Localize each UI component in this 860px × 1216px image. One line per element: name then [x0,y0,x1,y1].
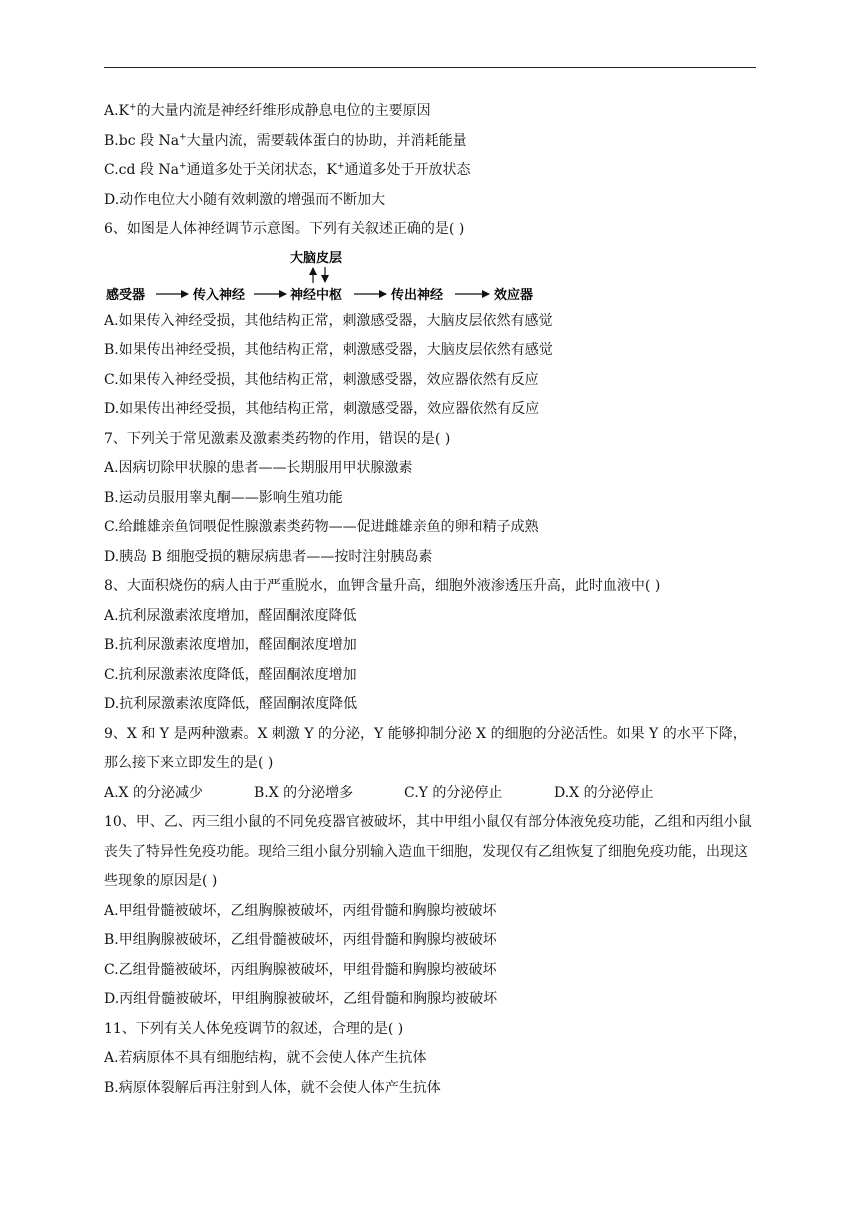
q10-option-d: D.丙组骨髓被破坏，甲组胸腺被破坏，乙组骨髓和胸腺均被破坏 [104,991,498,1007]
q9-option-a: A.X 的分泌减少 [104,784,203,801]
diagram-node-center: 神经中枢 [290,287,343,303]
q10-option-a: A.甲组骨髓被破坏，乙组胸腺被破坏，丙组骨髓和胸腺均被破坏 [104,902,497,919]
q7-option-c: C.给雌雄亲鱼饲喂促性腺激素类药物——促进雌雄亲鱼的卵和精子成熟 [104,519,539,535]
exam-page [104,97,756,1103]
diagram-top-label: 大脑皮层 [290,250,343,266]
q9-stem: 9、X 和 Y 是两种激素。X 刺激 Y 的分泌，Y 能够抑制分泌 X 的细胞的分泌活性。如果 Y 的水平下降，那么接下来立即发生的是( ) [104,725,747,771]
nervous-regulation-diagram [104,247,756,307]
q9-options [104,779,756,809]
q9-option-c: C.Y 的分泌停止 [404,784,503,801]
q8-option-b: B.抗利尿激素浓度增加，醛固酮浓度增加 [104,637,357,653]
q6-option-c: C.如果传入神经受损，其他结构正常，刺激感受器，效应器依然有反应 [104,371,539,388]
q11-option-a: A.若病原体不具有细胞结构，就不会使人体产生抗体 [104,1050,427,1066]
q8-option-d: D.抗利尿激素浓度降低，醛固酮浓度降低 [104,696,358,712]
q9-option-d: D.X 的分泌停止 [554,784,654,801]
diagram-node-efferent: 传出神经 [391,287,444,303]
q5-option-d: D.动作电位大小随有效刺激的增强而不断加大 [104,191,386,208]
q8-stem: 8、大面积烧伤的病人由于严重脱水，血钾含量升高，细胞外液渗透压升高，此时血液中( ) [104,578,661,594]
q7-option-d: D.胰岛 B 细胞受损的糖尿病患者——按时注射胰岛素 [104,548,433,565]
q10-option-b: B.甲组胸腺被破坏，乙组骨髓被破坏，丙组骨髓和胸腺均被破坏 [104,932,497,948]
diagram-node-effector: 效应器 [494,287,534,303]
q8-option-c: C.抗利尿激素浓度降低，醛固酮浓度增加 [104,666,357,683]
q10-stem: 10、甲、乙、丙三组小鼠的不同免疫器官被破坏，其中甲组小鼠仅有部分体液免疫功能，乙组和丙组小鼠丧失了特异性免疫功能。现给三组小鼠分别输入造血干细胞，发现仅有乙组恢复了细胞免疫功能，出现这些现象的原因是( ) [104,814,752,889]
q6-option-a: A.如果传入神经受损，其他结构正常，刺激感受器，大脑皮层依然有感觉 [104,312,553,329]
q5-option-b: B.bc 段 Na+大量内流，需要载体蛋白的协助，并消耗能量 [104,131,467,149]
diagram-node-receptor: 感受器 [106,287,146,303]
q6-option-d: D.如果传出神经受损，其他结构正常，刺激感受器，效应器依然有反应 [104,401,540,417]
q6-option-b: B.如果传出神经受损，其他结构正常，刺激感受器，大脑皮层依然有感觉 [104,342,553,358]
q6-stem: 6、如图是人体神经调节示意图。下列有关叙述正确的是( ) [104,221,465,237]
q7-option-b: B.运动员服用睾丸酮——影响生殖功能 [104,489,343,506]
diagram-node-afferent: 传入神经 [193,287,246,303]
q7-option-a: A.因病切除甲状腺的患者——长期服用甲状腺激素 [104,460,413,476]
q8-option-a: A.抗利尿激素浓度增加，醛固酮浓度降低 [104,607,357,624]
diagram-canvas [104,247,756,307]
q9-option-b: B.X 的分泌增多 [254,784,354,801]
q10-option-c: C.乙组骨髓被破坏，丙组胸腺被破坏，甲组骨髓和胸腺均被破坏 [104,961,497,978]
q7-stem: 7、下列关于常见激素及激素类药物的作用，错误的是( ) [104,430,451,447]
q11-option-b: B.病原体裂解后再注射到人体，就不会使人体产生抗体 [104,1079,441,1096]
q11-stem: 11、下列有关人体免疫调节的叙述，合理的是( ) [104,1020,404,1037]
q5-option-c: C.cd 段 Na+通道多处于关闭状态，K+通道多处于开放状态 [104,161,471,178]
q5-option-a: A.K+的大量内流是神经纤维形成静息电位的主要原因 [104,102,431,119]
header-rule [104,67,756,68]
